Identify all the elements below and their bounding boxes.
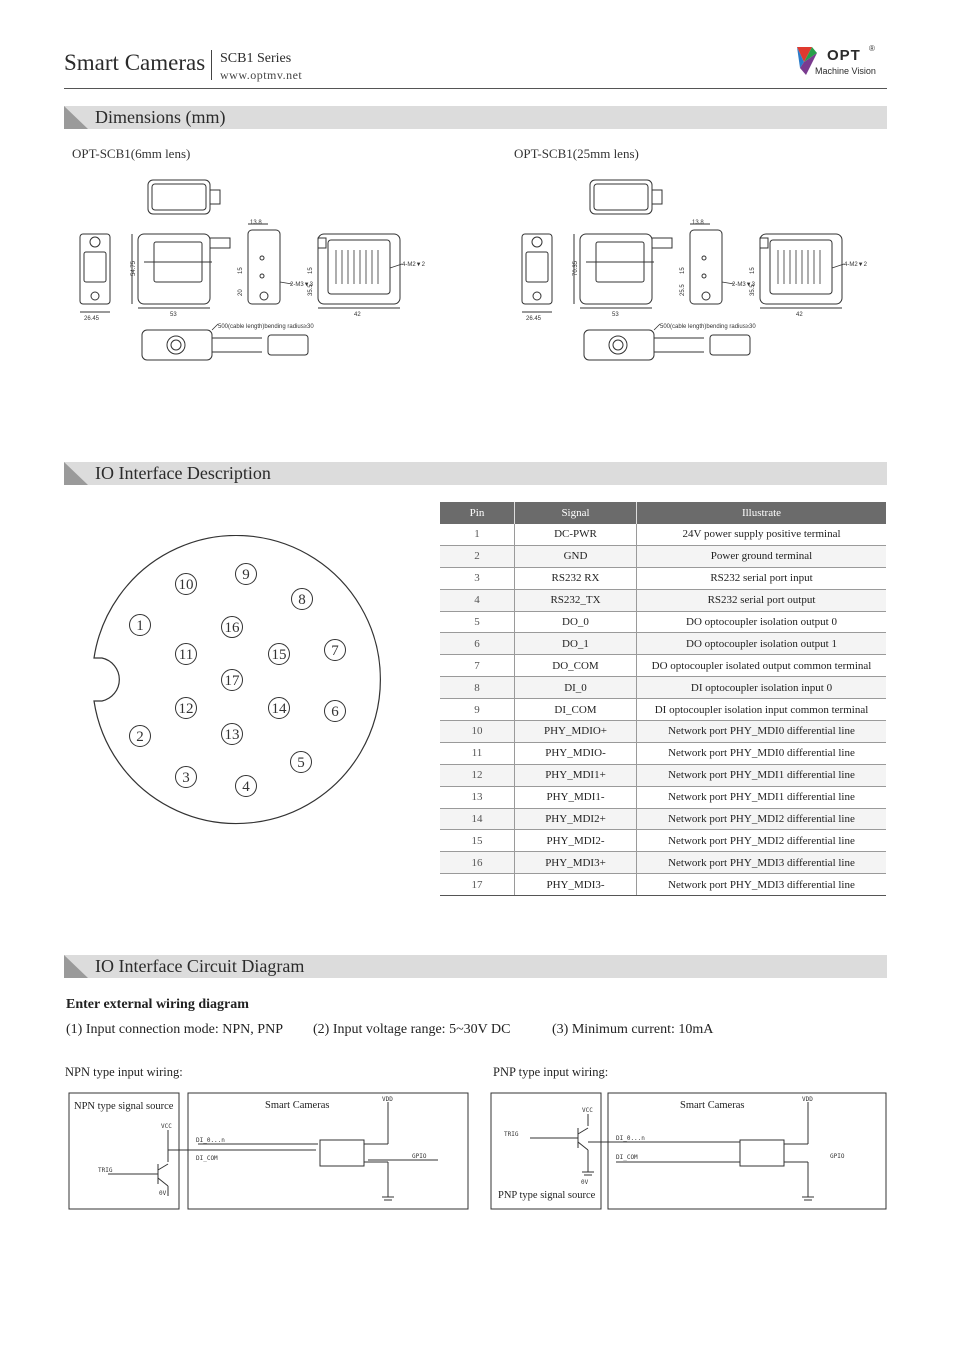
dim-label-depth: 13.8 [692, 220, 704, 226]
pnp-gpio-label: GPIO [830, 1153, 845, 1160]
signal-cell: RS232 RX [515, 567, 637, 589]
signal-cell: PHY_MDI3+ [515, 852, 637, 874]
dim-label-depth: 13.8 [250, 220, 262, 226]
series-name: SCB1 Series [220, 51, 292, 66]
dim-label-width-front: 53 [170, 312, 177, 318]
pin-2-label: 2 [136, 729, 144, 745]
illustrate-cell: Network port PHY_MDI2 differential line [637, 808, 887, 830]
logo-registered: ® [869, 44, 875, 53]
pnp-vcc-label: VCC [582, 1107, 593, 1114]
dim-label-15b: 15 [308, 267, 314, 274]
pin-15-label: 15 [271, 647, 287, 663]
table-row [440, 677, 886, 699]
signal-cell: PHY_MDI1- [515, 786, 637, 808]
illustrate-cell: Network port PHY_MDI3 differential line [637, 852, 887, 874]
npn-0v-label: 0V [159, 1190, 167, 1197]
table-row [440, 524, 886, 545]
pin-8-label: 8 [298, 592, 306, 608]
dim-label-height: 54.75 [131, 260, 137, 276]
pin-10-label: 10 [178, 577, 194, 593]
pin-16-label: 16 [224, 620, 240, 636]
table-row [440, 852, 886, 874]
pnp-dicom-label: DI_COM [616, 1154, 638, 1161]
illustrate-cell: DO optocoupler isolated output common terminal [637, 655, 887, 677]
dim-label-15b: 15 [750, 267, 756, 274]
illustrate-cell: RS232 serial port output [637, 589, 887, 611]
npn-source-label: NPN type signal source [74, 1101, 174, 1112]
document-title: Smart Cameras [64, 50, 206, 75]
condition-voltage-range: (2) Input voltage range: 5~30V DC [313, 1022, 511, 1037]
signal-cell: PHY_MDI2+ [515, 808, 637, 830]
signal-cell: DC-PWR [515, 524, 637, 545]
dim-label-355: 35.5 [308, 284, 314, 296]
dim-label-15a: 15 [680, 267, 686, 274]
dim-label-m3: 2-M3▼3 [290, 282, 313, 288]
pin-6-label: 6 [331, 704, 339, 720]
pin-cell: 13 [440, 786, 515, 808]
dimension-caption-6mm: OPT-SCB1(6mm lens) [72, 146, 191, 161]
pnp-0v-label: 0V [581, 1179, 589, 1186]
section-title: Dimensions (mm) [95, 107, 226, 127]
column-header-illustrate: Illustrate [637, 502, 887, 524]
pin-cell: 3 [440, 567, 515, 589]
pin-11-label: 11 [178, 647, 194, 663]
npn-camera-label: Smart Cameras [265, 1100, 330, 1111]
pin-3-label: 3 [182, 770, 190, 786]
table-row [440, 721, 886, 743]
signal-cell: DI_COM [515, 699, 637, 721]
pin-cell: 17 [440, 874, 515, 896]
section-marker [64, 462, 88, 485]
io-pin-table [440, 502, 886, 896]
pin-cell: 16 [440, 852, 515, 874]
pin-7-label: 7 [331, 643, 339, 659]
dim-label-20: 20 [238, 289, 244, 296]
pin-1-label: 1 [136, 618, 144, 634]
table-row [440, 611, 886, 633]
pnp-caption: PNP type input wiring: [493, 1065, 609, 1079]
pin-cell: 1 [440, 524, 515, 545]
illustrate-cell: Power ground terminal [637, 545, 887, 567]
table-row [440, 699, 886, 721]
dim-label-cable: 500(cable length)bending radius≥30 [218, 324, 314, 330]
pin-cell: 6 [440, 633, 515, 655]
signal-cell: PHY_MDI3- [515, 874, 637, 896]
signal-cell: GND [515, 545, 637, 567]
illustrate-cell: DO optocoupler isolation output 1 [637, 633, 887, 655]
condition-minimum-current: (3) Minimum current: 10mA [552, 1022, 714, 1037]
illustrate-cell: DI optocoupler isolation input 0 [637, 677, 887, 699]
illustrate-cell: Network port PHY_MDI1 differential line [637, 786, 887, 808]
section-title: IO Interface Circuit Diagram [95, 956, 305, 976]
table-row [440, 589, 886, 611]
dim-label-height: 70.35 [573, 260, 579, 276]
dim-label-m3: 2-M3▼3 [732, 282, 755, 288]
pnp-trig-label: TRIG [504, 1131, 519, 1138]
signal-cell: DO_1 [515, 633, 637, 655]
dim-label-15a: 15 [238, 267, 244, 274]
pin-12-label: 12 [178, 701, 194, 717]
dim-label-width-back: 42 [354, 312, 361, 318]
section-io-description [64, 462, 887, 485]
dim-label-width-back: 42 [796, 312, 803, 318]
pin-5-label: 5 [297, 755, 305, 771]
dim-label-width-side: 26.45 [84, 316, 100, 322]
section-marker [64, 955, 88, 978]
signal-cell: DO_COM [515, 655, 637, 677]
website-url: www.optmv.net [220, 68, 303, 82]
condition-connection-mode: (1) Input connection mode: NPN, PNP [66, 1022, 283, 1037]
npn-wiring-diagram [68, 1092, 470, 1212]
pin-13-label: 13 [224, 727, 240, 743]
table-row [440, 764, 886, 786]
illustrate-cell: Network port PHY_MDI1 differential line [637, 764, 887, 786]
connector-pinout [88, 535, 388, 825]
pnp-di-label: DI_0...n [616, 1135, 645, 1142]
column-header-pin: Pin [440, 502, 515, 524]
signal-cell: PHY_MDI1+ [515, 764, 637, 786]
table-row [440, 655, 886, 677]
table-row [440, 545, 886, 567]
illustrate-cell: 24V power supply positive terminal [637, 524, 887, 545]
illustrate-cell: Network port PHY_MDI0 differential line [637, 742, 887, 764]
logo-subtitle: Machine Vision [815, 66, 876, 76]
table-row [440, 830, 886, 852]
signal-cell: DI_0 [515, 677, 637, 699]
column-header-signal: Signal [515, 502, 637, 524]
pin-14-label: 14 [271, 701, 287, 717]
pin-cell: 10 [440, 721, 515, 743]
illustrate-cell: DO optocoupler isolation output 0 [637, 611, 887, 633]
npn-gpio-label: GPIO [412, 1153, 427, 1160]
logo-text: OPT [827, 47, 861, 64]
dimension-drawing-6mm [72, 172, 452, 372]
illustrate-cell: RS232 serial port input [637, 567, 887, 589]
signal-cell: RS232_TX [515, 589, 637, 611]
section-title: IO Interface Description [95, 463, 271, 483]
header-rule [64, 88, 887, 89]
pin-cell: 5 [440, 611, 515, 633]
pnp-camera-label: Smart Cameras [680, 1100, 745, 1111]
signal-cell: PHY_MDI2- [515, 830, 637, 852]
table-row [440, 742, 886, 764]
dim-label-cable: 500(cable length)bending radius≥30 [660, 324, 756, 330]
dim-label-width-side: 26.45 [526, 316, 542, 322]
header-separator [211, 50, 212, 80]
npn-vdd-label: VDD [382, 1096, 393, 1103]
section-circuit-diagram [64, 955, 887, 978]
pin-cell: 11 [440, 742, 515, 764]
dim-label-255: 25.5 [680, 284, 686, 296]
signal-cell: PHY_MDIO+ [515, 721, 637, 743]
dim-label-355: 35.5 [750, 284, 756, 296]
illustrate-cell: Network port PHY_MDI3 differential line [637, 874, 887, 896]
dim-label-width-front: 53 [612, 312, 619, 318]
illustrate-cell: Network port PHY_MDI2 differential line [637, 830, 887, 852]
pin-cell: 14 [440, 808, 515, 830]
illustrate-cell: DI optocoupler isolation input common terminal [637, 699, 887, 721]
table-header-row [440, 502, 886, 524]
pin-cell: 4 [440, 589, 515, 611]
npn-vcc-label: VCC [161, 1123, 172, 1130]
pin-cell: 12 [440, 764, 515, 786]
npn-trig-label: TRIG [98, 1167, 113, 1174]
dim-label-m2: 4-M2▼2 [402, 262, 425, 268]
dimension-drawing-25mm [514, 172, 894, 372]
signal-cell: DO_0 [515, 611, 637, 633]
pin-cell: 8 [440, 677, 515, 699]
pin-17-label: 17 [224, 673, 240, 689]
npn-dicom-label: DI_COM [196, 1155, 218, 1162]
signal-cell: PHY_MDIO- [515, 742, 637, 764]
pin-cell: 7 [440, 655, 515, 677]
dimension-caption-25mm: OPT-SCB1(25mm lens) [514, 146, 639, 161]
table-row [440, 874, 886, 896]
table-row [440, 808, 886, 830]
pin-cell: 2 [440, 545, 515, 567]
pnp-source-label: PNP type signal source [498, 1190, 596, 1201]
pin-cell: 15 [440, 830, 515, 852]
pin-4-label: 4 [242, 779, 250, 795]
illustrate-cell: Network port PHY_MDI0 differential line [637, 721, 887, 743]
npn-caption: NPN type input wiring: [65, 1065, 183, 1079]
table-row [440, 567, 886, 589]
section-dimensions [64, 106, 887, 129]
pin-cell: 9 [440, 699, 515, 721]
pnp-wiring-diagram [490, 1092, 890, 1212]
wiring-title: Enter external wiring diagram [66, 997, 249, 1012]
section-marker [64, 106, 88, 129]
dim-label-m2: 4-M2▼2 [844, 262, 867, 268]
pin-9-label: 9 [242, 567, 250, 583]
table-row [440, 633, 886, 655]
table-row [440, 786, 886, 808]
npn-di-label: DI_0...n [196, 1137, 225, 1144]
pnp-vdd-label: VDD [802, 1096, 813, 1103]
